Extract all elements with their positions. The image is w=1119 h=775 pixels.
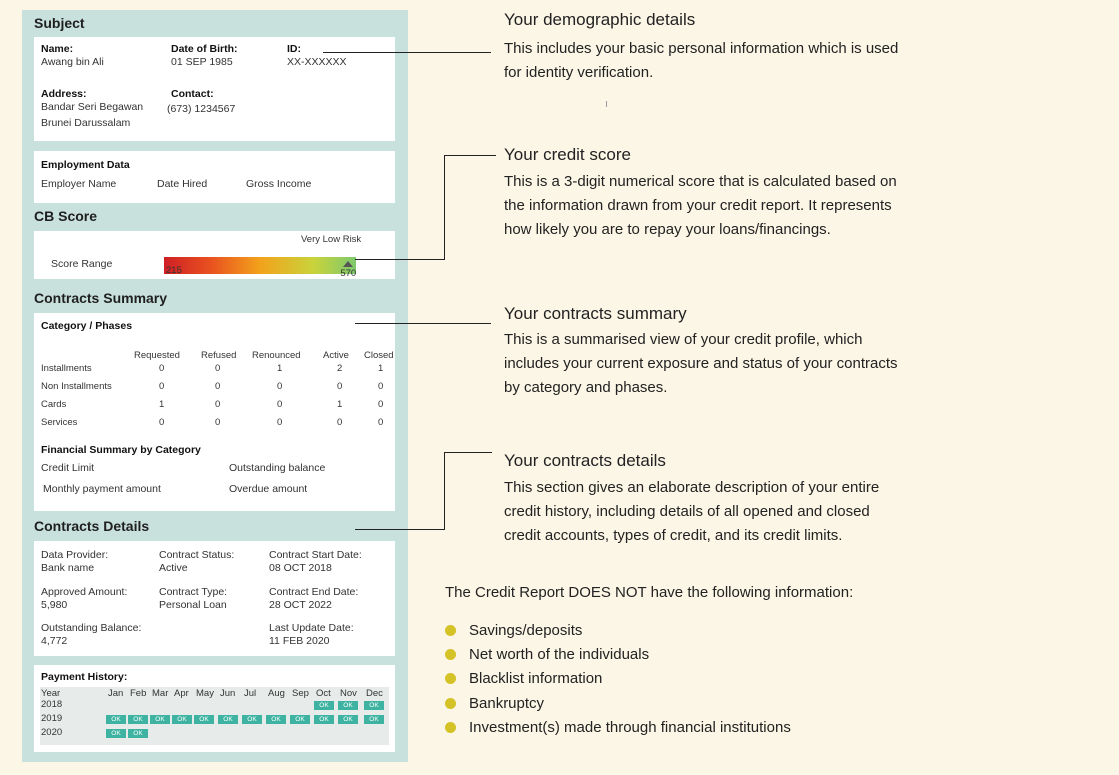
category-column-header: Closed — [364, 350, 394, 361]
month-header: May — [196, 688, 214, 699]
year-row-label: 2018 — [41, 699, 63, 710]
score-line: This is a 3-digit numerical score that is calculated based on — [504, 173, 897, 190]
month-header: Mar — [152, 688, 169, 699]
gross-income: Gross Income — [246, 178, 312, 190]
connector-details-v — [444, 452, 445, 530]
subject-title: Subject — [34, 15, 85, 31]
category-column-header: Active — [323, 350, 349, 361]
bullet-dot-icon — [445, 649, 456, 660]
bullet-dot-icon — [445, 722, 456, 733]
ok-badge: OK — [242, 715, 262, 724]
contracts-summary-card — [34, 313, 395, 511]
end-label: Contract End Date: — [269, 586, 359, 598]
credit-limit: Credit Limit — [41, 462, 95, 474]
employment-card — [34, 151, 395, 203]
payment-history-grid-bg — [40, 687, 389, 745]
not-included-item: Investment(s) made through financial institutions — [445, 719, 791, 736]
category-title: Category / Phases — [41, 320, 133, 332]
score-heading: Your credit score — [504, 145, 631, 164]
summary-line: includes your current exposure and status of your contracts — [504, 355, 898, 372]
month-header: Jul — [244, 688, 257, 699]
overdue-amount: Overdue amount — [229, 483, 308, 495]
ok-badge: OK — [364, 715, 384, 724]
contracts-summary-title: Contracts Summary — [34, 290, 168, 306]
category-column-header: Requested — [134, 350, 180, 361]
not-included-item: Savings/deposits — [445, 622, 582, 639]
demographic-text — [504, 37, 1004, 85]
cb-score-card — [34, 231, 395, 279]
category-row-label: Services — [41, 417, 78, 428]
ok-badge: OK — [106, 715, 126, 724]
connector-score-v — [444, 155, 445, 260]
category-row-label: Non Installments — [41, 381, 112, 392]
outstanding-label: Outstanding Balance: — [41, 622, 142, 634]
category-cell: 0 — [378, 399, 384, 410]
bullet-dot-icon — [445, 625, 456, 636]
year-row-label: 2020 — [41, 727, 63, 738]
month-header: Jan — [108, 688, 124, 699]
provider-label: Data Provider: — [41, 549, 109, 561]
contact-label: Contact: — [171, 88, 214, 100]
connector-details-h2 — [444, 452, 492, 453]
category-column-header: Refused — [201, 350, 237, 361]
financial-title: Financial Summary by Category — [41, 444, 201, 456]
id-label: ID: — [287, 43, 301, 55]
contracts-details-card — [34, 541, 395, 656]
category-column-header: Renounced — [252, 350, 301, 361]
ok-badge: OK — [290, 715, 310, 724]
type-label: Contract Type: — [159, 586, 228, 598]
ok-badge: OK — [128, 729, 148, 738]
connector-demographic — [323, 52, 491, 53]
summary-line: This is a summarised view of your credit profile, which — [504, 331, 863, 348]
not-included-intro: The Credit Report DOES NOT have the following information: — [445, 584, 854, 601]
demographic-line: This includes your basic personal information which is used — [504, 40, 899, 57]
category-cell: 0 — [159, 417, 165, 428]
type-value: Personal Loan — [159, 599, 227, 611]
outstanding-balance: Outstanding balance — [229, 462, 326, 474]
payment-history-card — [34, 665, 395, 752]
score-marker-icon — [343, 261, 353, 267]
score-line: how likely you are to repay your loans/financings. — [504, 221, 831, 238]
score-min: 215 — [166, 265, 182, 276]
category-row-label: Installments — [41, 363, 92, 374]
end-value: 28 OCT 2022 — [269, 599, 332, 611]
category-cell: 0 — [337, 381, 343, 392]
category-cell: 0 — [378, 381, 384, 392]
demographic-heading: Your demographic details — [504, 10, 696, 29]
score-range-label: Score Range — [51, 258, 113, 270]
connector-summary — [355, 323, 491, 324]
summary-text — [504, 328, 1004, 400]
connector-score-h1 — [355, 259, 445, 260]
name-value: Awang bin Ali — [41, 56, 104, 68]
update-value: 11 FEB 2020 — [269, 635, 330, 647]
status-label: Contract Status: — [159, 549, 235, 561]
credit-report-sample — [22, 10, 408, 762]
id-value: XX-XXXXXX — [287, 56, 347, 68]
month-header: Feb — [130, 688, 147, 699]
demographic-line: for identity verification. — [504, 64, 654, 81]
ok-badge: OK — [266, 715, 286, 724]
start-value: 08 OCT 2018 — [269, 562, 332, 574]
update-label: Last Update Date: — [269, 622, 354, 634]
risk-label: Very Low Risk — [301, 234, 362, 245]
category-cell: 0 — [159, 363, 165, 374]
ok-badge: OK — [106, 729, 126, 738]
address-label: Address: — [41, 88, 87, 100]
month-header: Dec — [366, 688, 383, 699]
ok-badge: OK — [338, 701, 358, 710]
category-cell: 0 — [277, 399, 283, 410]
name-label: Name: — [41, 43, 74, 55]
ok-badge: OK — [314, 701, 334, 710]
not-included-item: Bankruptcy — [445, 695, 544, 712]
connector-score-h2 — [444, 155, 496, 156]
cb-score-title: CB Score — [34, 208, 98, 224]
month-header: Nov — [340, 688, 357, 699]
details-text — [504, 476, 1004, 548]
contact-value: (673) 1234567 — [167, 103, 236, 115]
score-text — [504, 170, 1004, 242]
monthly-payment: Monthly payment amount — [43, 483, 161, 495]
category-cell: 0 — [215, 363, 221, 374]
outstanding-value: 4,772 — [41, 635, 68, 647]
summary-line: by category and phases. — [504, 379, 668, 396]
status-value: Active — [159, 562, 188, 574]
category-cell: 0 — [215, 399, 221, 410]
bullet-dot-icon — [445, 673, 456, 684]
score-line: the information drawn from your credit report. It represents — [504, 197, 892, 214]
start-label: Contract Start Date: — [269, 549, 362, 561]
employer-name: Employer Name — [41, 178, 117, 190]
category-cell: 0 — [337, 417, 343, 428]
details-line: credit accounts, types of credit, and its credit limits. — [504, 527, 843, 544]
stray-tick-mark — [606, 101, 607, 107]
category-cell: 2 — [337, 363, 343, 374]
provider-value: Bank name — [41, 562, 95, 574]
category-cell: 0 — [277, 381, 283, 392]
month-header: Apr — [174, 688, 189, 699]
approved-label: Approved Amount: — [41, 586, 128, 598]
employment-title: Employment Data — [41, 159, 130, 171]
category-cell: 1 — [378, 363, 384, 374]
dob-label: Date of Birth: — [171, 43, 238, 55]
ok-badge: OK — [128, 715, 148, 724]
payment-history-title: Payment History: — [41, 671, 128, 683]
month-header: Jun — [220, 688, 236, 699]
summary-heading: Your contracts summary — [504, 304, 687, 323]
year-row-label: 2019 — [41, 713, 63, 724]
ok-badge: OK — [194, 715, 214, 724]
category-cell: 0 — [378, 417, 384, 428]
details-line: This section gives an elaborate description of your entire — [504, 479, 880, 496]
month-header: Aug — [268, 688, 285, 699]
details-line: credit history, including details of all opened and closed — [504, 503, 870, 520]
ok-badge: OK — [338, 715, 358, 724]
category-cell: 0 — [277, 417, 283, 428]
category-cell: 0 — [215, 381, 221, 392]
ok-badge: OK — [314, 715, 334, 724]
category-cell: 0 — [159, 381, 165, 392]
category-cell: 1 — [159, 399, 165, 410]
connector-details-h1 — [355, 529, 445, 530]
details-heading: Your contracts details — [504, 451, 666, 470]
approved-value: 5,980 — [41, 599, 68, 611]
address-line1: Bandar Seri Begawan — [41, 101, 144, 113]
score-max: 570 — [340, 268, 357, 279]
not-included-item: Net worth of the individuals — [445, 646, 649, 663]
ok-badge: OK — [364, 701, 384, 710]
address-line2: Brunei Darussalam — [41, 117, 131, 129]
contracts-details-title: Contracts Details — [34, 518, 150, 534]
month-header: Oct — [316, 688, 331, 699]
month-header: Sep — [292, 688, 309, 699]
date-hired: Date Hired — [157, 178, 208, 190]
ok-badge: OK — [218, 715, 238, 724]
category-cell: 1 — [277, 363, 283, 374]
ok-badge: OK — [172, 715, 192, 724]
category-cell: 0 — [215, 417, 221, 428]
not-included-item: Blacklist information — [445, 670, 602, 687]
category-row-label: Cards — [41, 399, 67, 410]
year-label: Year — [41, 688, 61, 699]
score-gradient-bar — [164, 257, 356, 274]
ok-badge: OK — [150, 715, 170, 724]
bullet-dot-icon — [445, 698, 456, 709]
dob-value: 01 SEP 1985 — [171, 56, 233, 68]
category-cell: 1 — [337, 399, 343, 410]
